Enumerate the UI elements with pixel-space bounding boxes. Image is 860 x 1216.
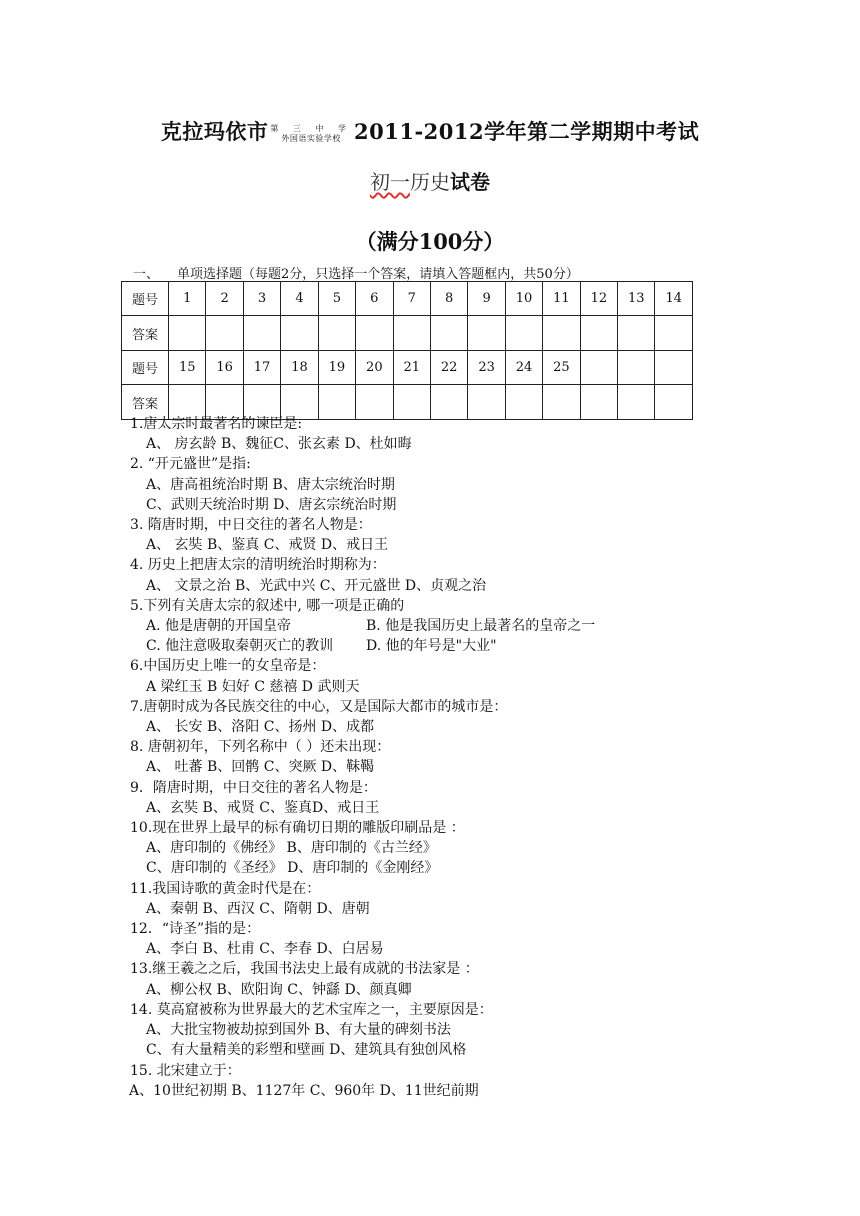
question-number-cell: 19 <box>318 351 355 385</box>
question-number-label: 题号 <box>122 351 169 385</box>
question-stem: 3. 隋唐时期，中日交往的著名人物是： <box>130 517 372 534</box>
question-number-cell <box>618 351 655 385</box>
answer-cell[interactable] <box>505 316 542 351</box>
question-stem: 10.现在世界上最早的标有确切日期的雕版印刷品是 ： <box>130 820 465 837</box>
answer-cell[interactable] <box>169 316 206 351</box>
question-options: A、柳公权 B、欧阳询 C、钟繇 D、颜真卿 <box>146 981 412 998</box>
answer-cell[interactable] <box>430 316 467 351</box>
exam-subtitle <box>0 166 860 195</box>
school-name-bottom: 外国语实验学校 <box>281 133 341 143</box>
full-score: （满分100分） <box>355 229 505 254</box>
question-number-cell: 23 <box>468 351 505 385</box>
question-list <box>130 414 770 1101</box>
question-number-cell: 24 <box>505 351 542 385</box>
question-options: C、武则天统治时期 D、唐玄宗统治时期 <box>146 496 397 513</box>
question-number-cell: 14 <box>655 282 693 316</box>
answer-cell[interactable] <box>543 316 580 351</box>
question-number-cell <box>655 351 693 385</box>
title-suffix: 2011-2012学年第二学期期中考试 <box>354 119 700 144</box>
answer-row-label: 答案 <box>122 385 169 420</box>
question-number-cell: 11 <box>543 282 580 316</box>
question-stem: 14. 莫高窟被称为世界最大的艺术宝库之一，主要原因是： <box>130 1001 493 1018</box>
question-options: C、唐印制的《圣经》 D、唐印制的《金刚经》 <box>146 860 439 877</box>
question-options: A、大批宝物被劫掠到国外 B、有大量的碑刻书法 <box>146 1022 451 1039</box>
question-number-cell: 13 <box>618 282 655 316</box>
question-number-cell: 4 <box>281 282 318 316</box>
option-text: B. 他是我国历史上最著名的皇帝之一 <box>366 618 596 635</box>
question-options <box>130 636 770 656</box>
question-number-cell: 15 <box>169 351 206 385</box>
question-number-cell: 2 <box>206 282 243 316</box>
question-options: A、玄奘 B、戒贤 C、鉴真D、戒日王 <box>146 799 380 816</box>
question-options: A、10世纪初期 B、1127年 C、960年 D、11世纪前期 <box>129 1082 479 1099</box>
answer-cell[interactable] <box>318 316 355 351</box>
question-number-cell: 12 <box>580 282 617 316</box>
exam-title <box>0 116 860 146</box>
answer-cell[interactable] <box>356 316 393 351</box>
answer-cell[interactable] <box>468 316 505 351</box>
answer-cell[interactable] <box>655 316 693 351</box>
section-instructions: 单项选择题（每题2分，只选择一个答案，请填入答题框内，共50分） <box>177 267 579 282</box>
question-stem: 4. 历史上把唐太宗的清明统治时期称为： <box>130 557 386 574</box>
school-name-top: 第 三 中 学 <box>270 123 352 133</box>
question-number-label: 题号 <box>122 282 169 316</box>
question-stem: 5.下列有关唐太宗的叙述中, 哪一项是正确的 <box>130 597 405 614</box>
title-prefix: 克拉玛依市 <box>160 119 269 144</box>
answer-row <box>122 316 693 351</box>
question-options: A、 房玄龄 B、魏征C、张玄素 D、杜如晦 <box>146 436 412 453</box>
question-stem: 2. “开元盛世”是指: <box>130 456 251 473</box>
question-stem: 13.继王羲之之后，我国书法史上最有成就的书法家是 ： <box>130 961 479 978</box>
subtitle-grade-subject <box>370 170 450 194</box>
question-options: A、秦朝 B、西汉 C、隋朝 D、唐朝 <box>146 900 370 917</box>
question-options <box>130 616 770 636</box>
answer-grid <box>121 281 693 420</box>
option-text: A. 他是唐朝的开国皇帝 <box>146 618 292 635</box>
answer-cell[interactable] <box>618 316 655 351</box>
question-options: A、 吐蕃 B、回鹘 C、突厥 D、靺鞨 <box>146 759 375 776</box>
answer-cell[interactable] <box>393 316 430 351</box>
question-number-cell: 8 <box>430 282 467 316</box>
question-number-cell <box>580 351 617 385</box>
answer-cell[interactable] <box>281 316 318 351</box>
question-options: A、 玄奘 B、鉴真 C、戒贤 D、戒日王 <box>146 537 389 554</box>
question-stem: 9．隋唐时期，中日交往的著名人物是： <box>130 779 377 796</box>
answer-cell[interactable] <box>243 316 280 351</box>
question-stem: 12．“诗圣”指的是： <box>130 921 261 938</box>
question-number-cell: 9 <box>468 282 505 316</box>
question-number-cell: 18 <box>281 351 318 385</box>
question-number-row <box>122 282 693 316</box>
question-number-cell: 3 <box>243 282 280 316</box>
question-stem: 1.唐太宗时最著名的谏臣是: <box>130 416 303 432</box>
option-text: C. 他注意吸取秦朝灭亡的教训 <box>146 638 334 655</box>
question-number-cell: 25 <box>543 351 580 385</box>
question-number-cell: 6 <box>356 282 393 316</box>
question-options: A、唐印制的《佛经》 B、唐印制的《古兰经》 <box>146 840 437 857</box>
question-number-cell: 5 <box>318 282 355 316</box>
question-number-cell: 10 <box>505 282 542 316</box>
question-options: C、有大量精美的彩塑和壁画 D、建筑具有独创风格 <box>146 1042 467 1059</box>
section-number: 一、 <box>133 267 160 282</box>
question-options: A、 长安 B、洛阳 C、扬州 D、成都 <box>146 719 375 736</box>
question-number-cell: 22 <box>430 351 467 385</box>
subtitle-grade-subject-text: 初一历史 <box>370 170 450 194</box>
option-text: D. 他的年号是"大业" <box>366 638 497 655</box>
section-heading <box>133 263 579 282</box>
subtitle-paper: 试卷 <box>450 170 490 194</box>
question-number-cell: 1 <box>169 282 206 316</box>
question-number-cell: 21 <box>393 351 430 385</box>
answer-row-label: 答案 <box>122 316 169 351</box>
question-number-cell: 20 <box>356 351 393 385</box>
question-options: A、李白 B、杜甫 C、李春 D、白居易 <box>146 941 384 958</box>
question-number-row <box>122 351 693 385</box>
question-options: A、 文景之治 B、光武中兴 C、开元盛世 D、贞观之治 <box>146 577 487 594</box>
question-options: A 梁红玉 B 妇好 C 慈禧 D 武则天 <box>146 678 360 695</box>
question-number-cell: 7 <box>393 282 430 316</box>
question-stem: 8. 唐朝初年，下列名称中（ ）还未出现： <box>130 739 391 756</box>
question-options: A、唐高祖统治时期 B、唐太宗统治时期 <box>146 476 395 493</box>
question-stem: 15. 北宋建立于： <box>130 1062 241 1079</box>
question-number-cell: 16 <box>206 351 243 385</box>
question-stem: 11.我国诗歌的黄金时代是在： <box>130 880 321 897</box>
question-stem: 7.唐朝时成为各民族交往的中心，又是国际大都市的城市是： <box>130 698 508 715</box>
school-name-stack <box>270 124 352 144</box>
question-stem: 6.中国历史上唯一的女皇帝是： <box>130 658 326 675</box>
answer-cell[interactable] <box>580 316 617 351</box>
question-number-cell: 17 <box>243 351 280 385</box>
answer-cell[interactable] <box>206 316 243 351</box>
